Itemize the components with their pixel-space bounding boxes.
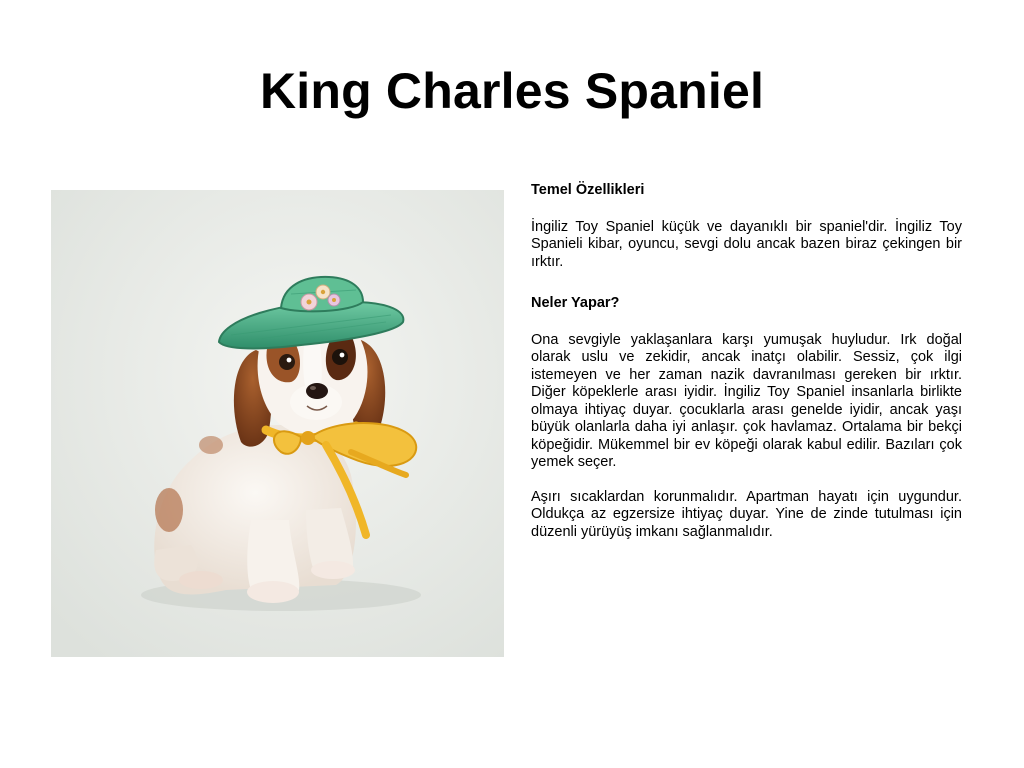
paragraph-neler-yapar: Ona sevgiyle yaklaşanlara karşı yumuşak huyludur. Irk doğal olarak uslu ve zekidir, ancak inatçı olabilir. Sessiz, çok ilgi istemeyen ve her zaman nazik davranılması gereken bir ırktır. Diğer köpeklerle arası iyidir. İngiliz Toy Spaniel insanlarla birlikte olmaya ihtiyaç duyar. çocuklarla arası genelde iyidir, ancak yaşı büyük olanlarla daha iyi anlaşır. çok havlamaz. Ortalama bir bekçi köpeğidir. Mükemmel bir ev köpeği olarak kabul edilir. Bazıları çok yemek seçer. (531, 331, 962, 470)
paragraph-bakim: Aşırı sıcaklardan korunmalıdır. Apartman hayatı için uygundur. Oldukça az egzersize ihtiyaç duyar. Yine de zinde tutulması için düzenli yürüyüş imkanı sağlanmalıdır. (531, 488, 962, 540)
paragraph-temel-ozellikleri: İngiliz Toy Spaniel küçük ve dayanıklı bir spaniel'dir. İngiliz Toy Spanieli kibar, oyuncu, sevgi dolu ancak bazen biraz çekingen bir ırktır. (531, 218, 962, 270)
text-column (531, 182, 962, 558)
slide-title: King Charles Spaniel (259, 63, 765, 119)
heading-neler-yapar: Neler Yapar? (531, 295, 620, 311)
puppy-photo (51, 190, 504, 657)
heading-temel-ozellikleri: Temel Özellikleri (531, 182, 645, 198)
